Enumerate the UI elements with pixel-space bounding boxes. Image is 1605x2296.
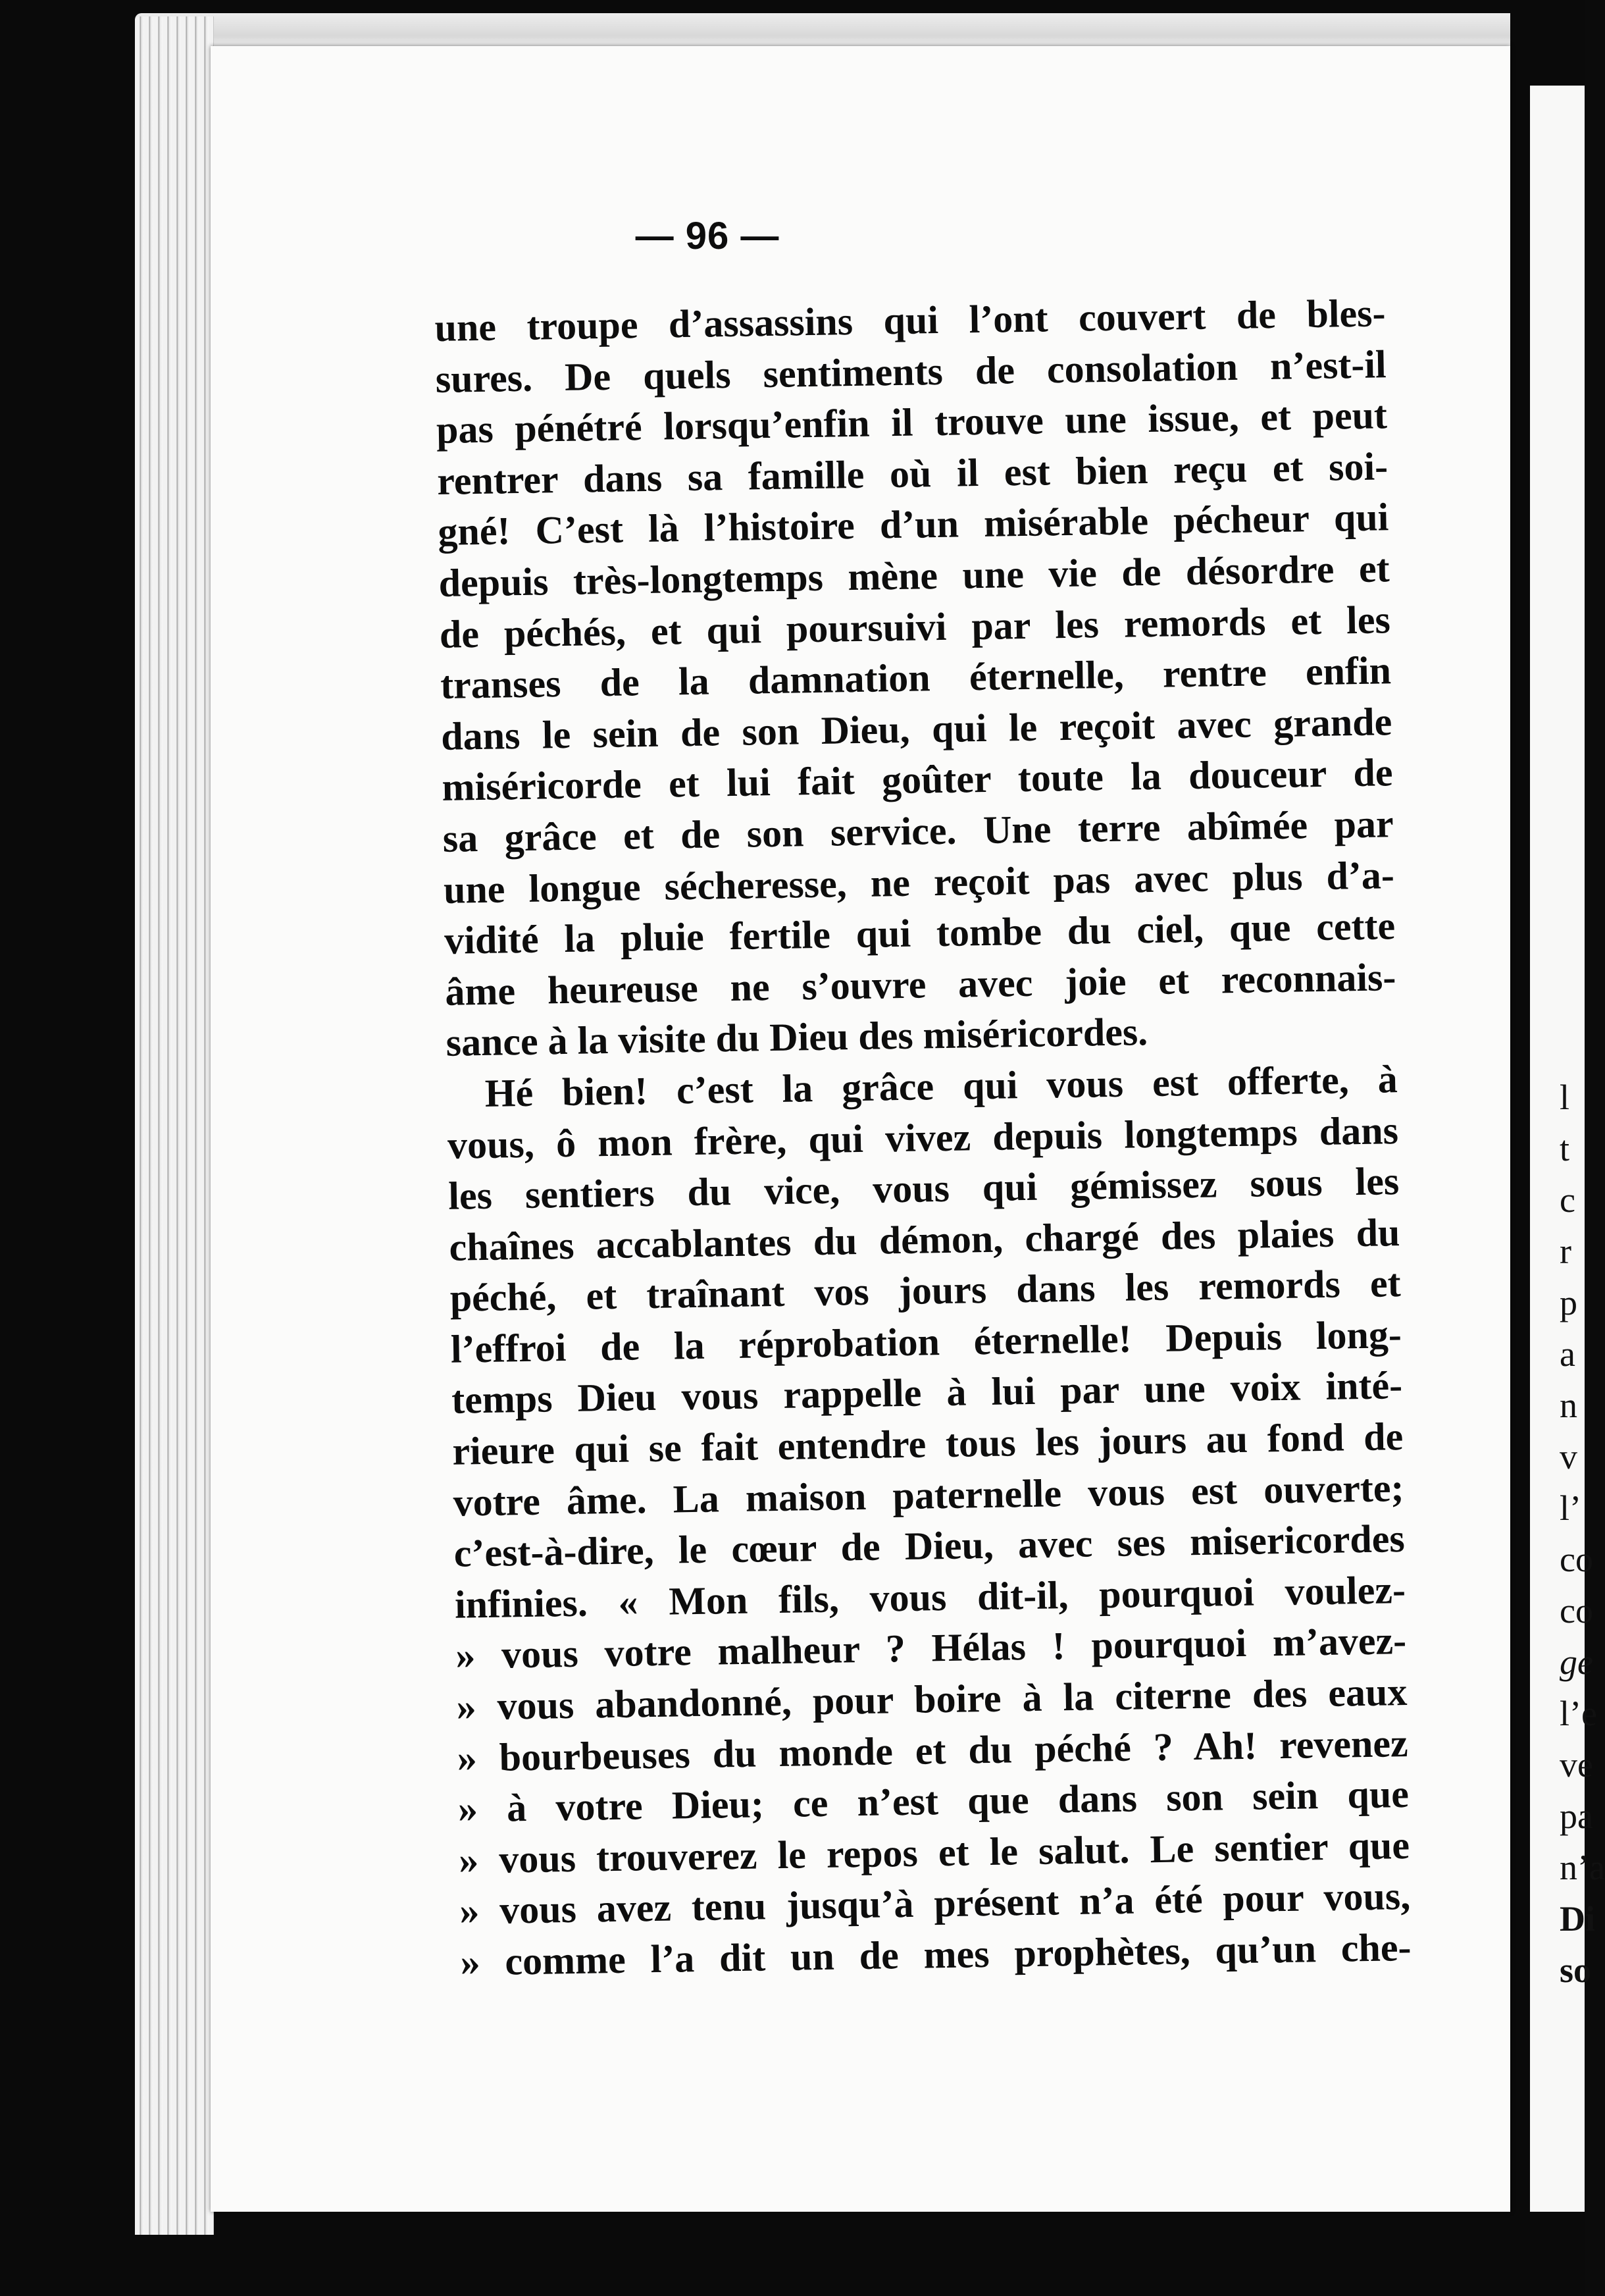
text-line: gné! C’est là l’histoire d’un misérable pécheur qui	[437, 495, 1389, 554]
text-line: » vous votre malheur ? Hélas ! pourquoi m’avez-	[455, 1619, 1407, 1678]
adjacent-page-fragment: v	[1560, 1437, 1577, 1476]
text-line: péché, et traînant vos jours dans les remords et	[449, 1261, 1402, 1320]
text-line: chaînes accablantes du démon, chargé des plaies du	[449, 1210, 1400, 1269]
adjacent-page-fragment: n	[1560, 1386, 1577, 1425]
text-line: dans le sein de son Dieu, qui le reçoit avec grande	[440, 699, 1392, 758]
text-line: vous, ô mon frère, qui vivez depuis longtemps dans	[447, 1108, 1399, 1167]
text-line: » bourbeuses du monde et du péché ? Ah! revenez	[457, 1721, 1409, 1780]
text-line: miséricorde et lui fait goûter toute la douceur de	[442, 750, 1393, 810]
text-line: c’est-à-dire, le cœur de Dieu, avec ses misericordes	[453, 1517, 1406, 1576]
text-line: depuis très-longtemps mène une vie de désordre et	[438, 546, 1390, 605]
text-line: rieure qui se fait entendre tous les jours au fond de	[451, 1415, 1404, 1473]
stacked-page-edges	[135, 16, 214, 2235]
adjacent-page-edge	[1530, 86, 1585, 2212]
adjacent-page-fragment: ge	[1560, 1642, 1593, 1682]
adjacent-page-fragment: l	[1560, 1078, 1570, 1117]
adjacent-page-fragment: co	[1560, 1540, 1593, 1579]
text-line: temps Dieu vous rappelle à lui par une voix inté-	[451, 1363, 1403, 1422]
adjacent-page-fragment: c	[1560, 1180, 1575, 1220]
adjacent-page-fragment: ve	[1560, 1745, 1593, 1785]
text-line: rentrer dans sa famille où il est bien reçu et soi-	[436, 444, 1388, 503]
text-line: une longue sécheresse, ne reçoit pas avec plus d’a-	[443, 852, 1395, 912]
text-line: l’effroi de la réprobation éternelle! Depuis long-	[450, 1312, 1402, 1371]
adjacent-page-fragment: r	[1560, 1232, 1571, 1271]
text-line: âme heureuse ne s’ouvre avec joie et reconnais-	[444, 954, 1396, 1014]
adjacent-page-fragment: Di	[1560, 1899, 1595, 1939]
text-line: transes de la damnation éternelle, rentre enfin	[440, 648, 1392, 708]
text-line: de péchés, et qui poursuivi par les remords et les	[439, 597, 1391, 656]
text-line: » vous abandonné, pour boire à la citerne des eaux	[455, 1670, 1408, 1729]
adjacent-page-fragment: pa	[1560, 1796, 1593, 1836]
adjacent-page-fragment: so	[1560, 1950, 1592, 1990]
page-number: — 96 —	[635, 215, 780, 257]
text-line: vidité la pluie fertile qui tombe du ciel, que cette	[444, 904, 1396, 963]
text-line: une troupe d’assassins qui l’ont couvert de bles-	[434, 291, 1386, 350]
text-line: infinies. « Mon fils, vous dit-il, pourquoi voulez-	[454, 1567, 1406, 1627]
adjacent-page-fragment: l’	[1560, 1488, 1581, 1528]
text-line: » vous trouverez le repos et le salut. Le sentier que	[458, 1823, 1410, 1882]
adjacent-page-fragment: p	[1560, 1283, 1577, 1322]
text-line: » vous avez tenu jusqu’à présent n’a été pour vous,	[459, 1874, 1411, 1933]
text-line: les sentiers du vice, vous qui gémissez sous les	[447, 1159, 1400, 1218]
text-line: » à votre Dieu; ce n’est que dans son sein que	[457, 1772, 1410, 1831]
adjacent-page-fragment: n’a	[1560, 1848, 1605, 1887]
text-line: sa grâce et de son service. Une terre abîmée par	[442, 802, 1394, 860]
text-line: pas pénétré lorsqu’enfin il trouve une issue, et peut	[436, 393, 1388, 452]
text-line: sures. De quels sentiments de consolation n’est-il	[435, 342, 1387, 401]
book-page	[211, 46, 1510, 2212]
adjacent-page-fragment: a	[1560, 1334, 1575, 1374]
text-line: » comme l’a dit un de mes prophètes, qu’un che-	[460, 1925, 1412, 1984]
adjacent-page-fragment: co	[1560, 1591, 1593, 1631]
page-body-text	[434, 288, 1412, 1988]
adjacent-page-fragment: t	[1560, 1129, 1570, 1168]
adjacent-page-fragment: l’e	[1560, 1694, 1597, 1733]
text-line: Hé bien! c’est la grâce qui vous est offerte, à	[484, 1057, 1398, 1115]
text-line: sance à la visite du Dieu des miséricordes.	[446, 1010, 1148, 1065]
text-line: votre âme. La maison paternelle vous est ouverte;	[453, 1465, 1404, 1525]
